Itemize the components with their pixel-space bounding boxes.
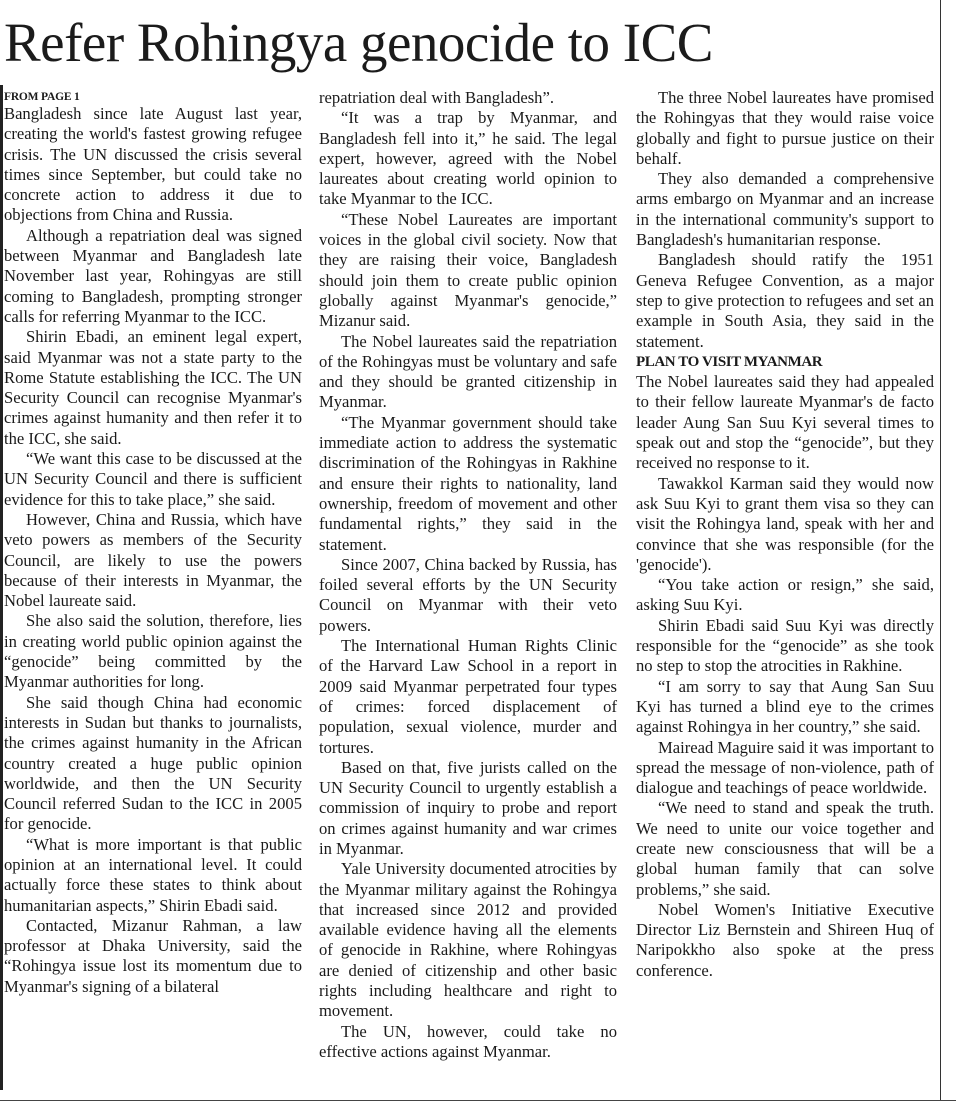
- paragraph: However, China and Russia, which have veto powers as members of the Security Council, are likely to use the powers because of their interests in Myanmar, the Nobel laureate said.: [4, 509, 302, 611]
- paragraph: The Nobel laureates said the repatriation of the Rohingyas must be voluntary and safe and they should be granted citizenship in Myanmar.: [319, 331, 617, 412]
- column-1-body: [4, 104, 302, 997]
- article-column-1: [4, 88, 302, 997]
- column-2-body: [319, 88, 617, 1062]
- headline: Refer Rohingya genocide to ICC: [4, 12, 713, 73]
- paragraph: Based on that, five jurists called on the UN Security Council to urgently establish a commission of inquiry to probe and report on crimes against humanity and war crimes in Myanmar.: [319, 757, 617, 858]
- article-column-2: [319, 88, 617, 1062]
- paragraph: “We need to stand and speak the truth. We need to unite our voice together and create new consciousness that will be a global human family that can solve problems,” she said.: [636, 798, 934, 899]
- paragraph: Nobel Women's Initiative Executive Director Liz Bernstein and Shireen Huq of Naripokkho also spoke at the press conference.: [636, 899, 934, 980]
- column-rule-right: [940, 0, 941, 1100]
- bottom-rule: [0, 1100, 956, 1101]
- paragraph: Since 2007, China backed by Russia, has foiled several efforts by the UN Security Council on Myanmar with their veto powers.: [319, 554, 617, 635]
- subheading: PLAN TO VISIT MYANMAR: [636, 353, 823, 370]
- paragraph: “I am sorry to say that Aung San Suu Kyi has turned a blind eye to the crimes against Rohingya in her country,” she said.: [636, 676, 934, 737]
- continued-from-label: FROM PAGE 1: [4, 91, 80, 103]
- article-column-3: [636, 88, 934, 981]
- paragraph: The UN, however, could take no effective actions against Myanmar.: [319, 1021, 617, 1061]
- paragraph: The Nobel laureates said they had appealed to their fellow laureate Myanmar's de facto leader Aung San Suu Kyi several times to speak out and stop the “genocide”, but they received no response to it.: [636, 372, 934, 473]
- paragraph: Shirin Ebadi said Suu Kyi was directly responsible for the “genocide” as she took no step to stop the atrocities in Rakhine.: [636, 615, 934, 676]
- paragraph: Bangladesh since late August last year, creating the world's fastest growing refugee crisis. The UN discussed the crisis several times since September, but could take no concrete action to address it due to objections from China and Russia.: [4, 104, 302, 225]
- paragraph: She also said the solution, therefore, lies in creating world public opinion against the “genocide” being committed by the Myanmar authorities for long.: [4, 611, 302, 692]
- paragraph: “You take action or resign,” she said, asking Suu Kyi.: [636, 575, 934, 615]
- paragraph: Bangladesh should ratify the 1951 Geneva Refugee Convention, as a major step to give protection to refugees and set an example in South Asia, they said in the statement.: [636, 250, 934, 351]
- paragraph: The International Human Rights Clinic of the Harvard Law School in a report in 2009 said Myanmar perpetrated four types of crimes: forced displacement of population, sexual violence, murder and tortures.: [319, 636, 617, 757]
- paragraph: “These Nobel Laureates are important voices in the global civil society. Now that they are raising their voice, Bangladesh should join them to create public opinion globally against Myanmar's genocide,” Mizanur said.: [319, 209, 617, 331]
- paragraph: They also demanded a comprehensive arms embargo on Myanmar and an increase in the international community's support to Bangladesh's humanitarian response.: [636, 169, 934, 250]
- paragraph: Mairead Maguire said it was important to spread the message of non-violence, path of dialogue and teachings of peace worldwide.: [636, 737, 934, 798]
- paragraph: “The Myanmar government should take immediate action to address the systematic discrimination of the Rohingyas in Rakhine and ensure their rights to nationality, land ownership, freedom of movement and other fundamental rights,” they said in the statement.: [319, 412, 617, 554]
- paragraph: Tawakkol Karman said they would now ask Suu Kyi to grant them visa so they can visit the Rohingya land, speak with her and convince that she was responsible (for the 'genocide').: [636, 473, 934, 574]
- paragraph: Contacted, Mizanur Rahman, a law professor at Dhaka University, said the “Rohingya issue lost its momentum due to Myanmar's signing of a bilateral: [4, 915, 302, 996]
- paragraph: “We want this case to be discussed at the UN Security Council and there is sufficient evidence for this to take place,” she said.: [4, 449, 302, 509]
- paragraph: repatriation deal with Bangladesh”.: [319, 88, 554, 107]
- paragraph: Shirin Ebadi, an eminent legal expert, said Myanmar was not a state party to the Rome Statute establishing the ICC. The UN Security Council can recognise Myanmar's crimes against humanity and then refer it to the ICC, she said.: [4, 327, 302, 448]
- column-3-body-top: [636, 88, 934, 352]
- paragraph: Although a repatriation deal was signed between Myanmar and Bangladesh late November last year, Rohingyas are still coming to Bangladesh, prompting stronger calls for referring Myanmar to the ICC.: [4, 225, 302, 326]
- column-rule-left: [0, 85, 3, 1090]
- column-3-body-bottom: [636, 372, 934, 981]
- paragraph: Yale University documented atrocities by the Myanmar military against the Rohingya that increased since 2012 and provided available evidence having all the elements of genocide in Rakhine, where Rohingyas are denied of citizenship and other basic rights including healthcare and right to movement.: [319, 859, 617, 1021]
- paragraph: “What is more important is that public opinion at an international level. It could actually force these states to think about humanitarian aspects,” Shirin Ebadi said.: [4, 834, 302, 915]
- paragraph: “It was a trap by Myanmar, and Bangladesh fell into it,” he said. The legal expert, however, agreed with the Nobel laureates about creating world opinion to take Myanmar to the ICC.: [319, 108, 617, 209]
- paragraph: She said though China had economic interests in Sudan but thanks to journalists, the crimes against humanity in the African country created a huge public opinion worldwide, and then the UN Security Council referred Sudan to the ICC in 2005 for genocide.: [4, 692, 302, 834]
- paragraph: The three Nobel laureates have promised the Rohingyas that they would raise voice globally and fight to pursue justice on their behalf.: [636, 88, 934, 168]
